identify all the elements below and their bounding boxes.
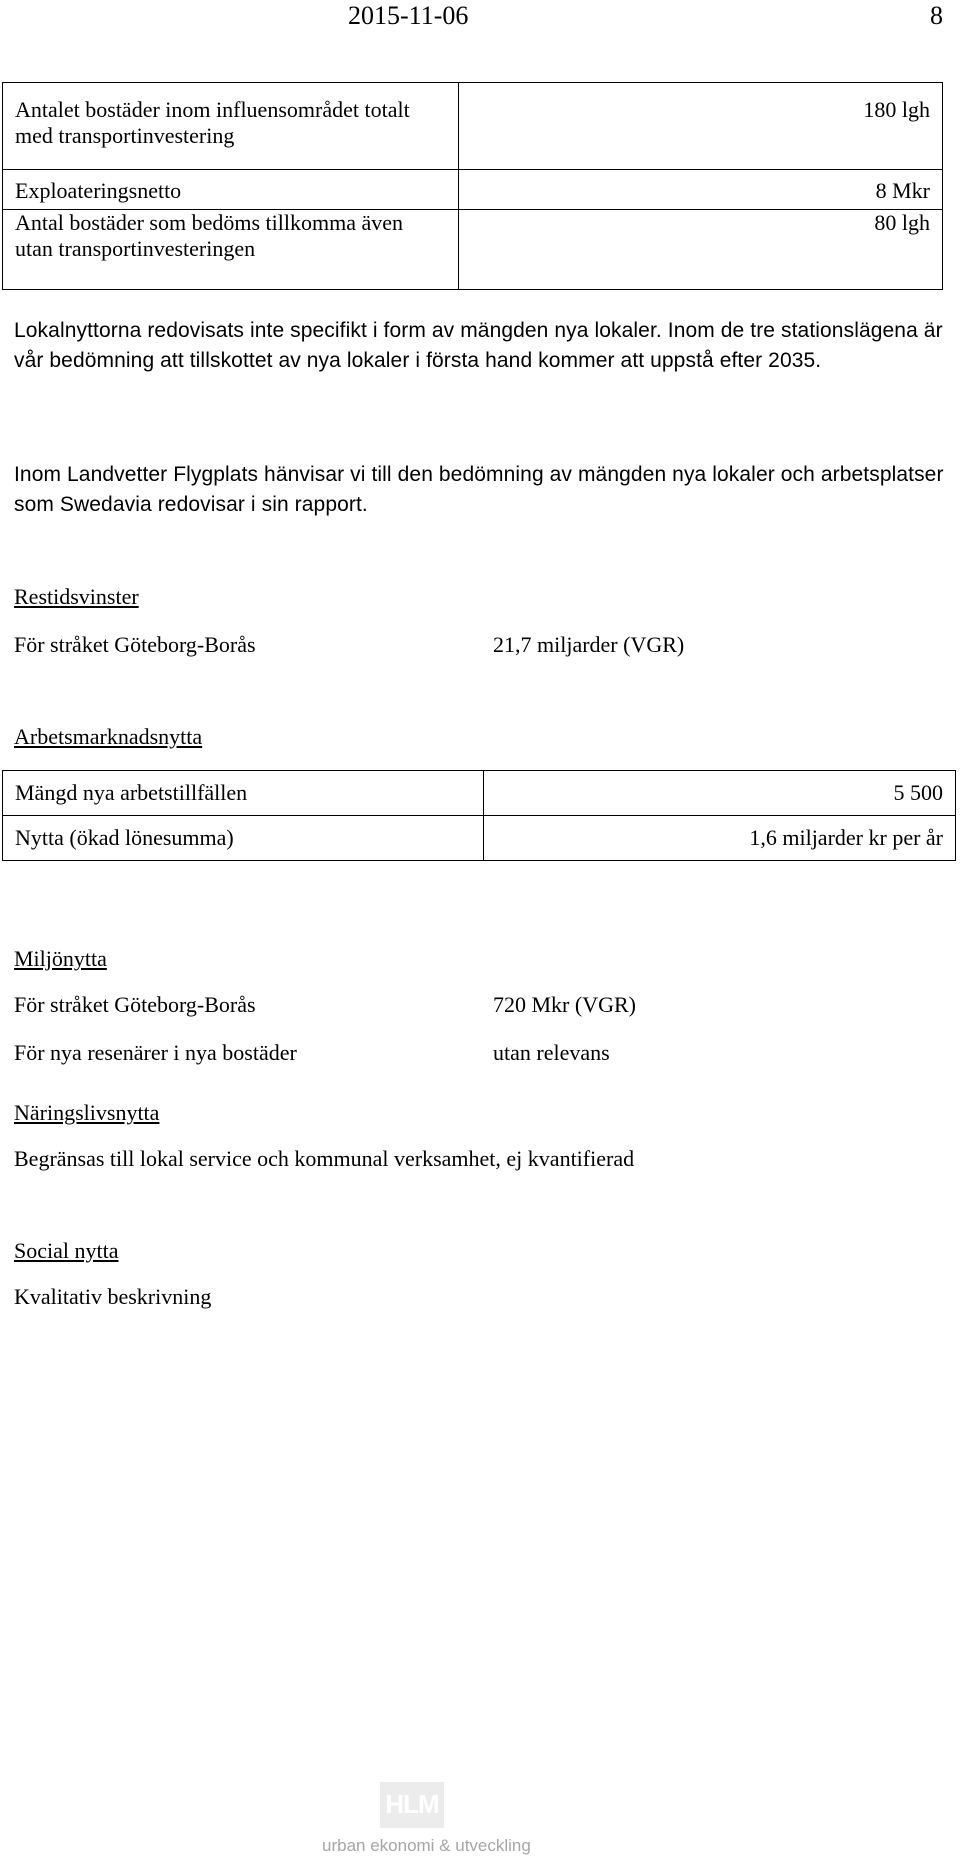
table-cell-label: Mängd nya arbetstillfällen	[3, 771, 484, 816]
table-row	[3, 210, 943, 290]
heading-miljonytta: Miljönytta	[14, 946, 107, 971]
paragraph-landvetter: Inom Landvetter Flygplats hänvisar vi till den bedömning av mängden nya lokaler och arbetsplatser som Swedavia redovisar i sin rapport.	[14, 463, 944, 516]
table-cell-label: Antalet bostäder inom influensområdet totalt med transportinvestering	[3, 83, 459, 170]
table-cell-value: 5 500	[484, 771, 956, 816]
table-row	[3, 170, 943, 210]
heading-restidsvinster: Restidsvinster	[14, 584, 139, 609]
heading-social-nytta: Social nytta	[14, 1238, 119, 1263]
miljo-value-2: utan relevans	[493, 1040, 610, 1065]
table-cell-label: Nytta (ökad lönesumma)	[3, 816, 484, 861]
table-cell-label: Antal bostäder som bedöms tillkomma även utan transportinvesteringen	[3, 210, 459, 290]
table-cell-value: 1,6 miljarder kr per år	[484, 816, 956, 861]
hlm-logo	[380, 1782, 444, 1828]
table-cell-label: Exploateringsnetto	[3, 170, 459, 210]
table-row	[3, 816, 956, 861]
table-cell-value: 80 lgh	[459, 210, 943, 290]
restid-label: För stråket Göteborg-Borås	[14, 632, 256, 657]
miljo-label-1: För stråket Göteborg-Borås	[14, 992, 256, 1017]
heading-arbetsmarknadsnytta: Arbetsmarknadsnytta	[14, 724, 203, 749]
miljo-label-2: För nya resenärer i nya bostäder	[14, 1040, 297, 1065]
page-number: 8	[930, 1, 943, 30]
header-date: 2015-11-06	[348, 1, 469, 30]
labor-table	[2, 770, 956, 861]
social-text: Kvalitativ beskrivning	[14, 1284, 212, 1309]
table-row	[3, 771, 956, 816]
table-cell-value: 8 Mkr	[459, 170, 943, 210]
table-row	[3, 83, 943, 170]
table-cell-value: 180 lgh	[459, 83, 943, 170]
paragraph-lokalnytta: Lokalnyttorna redovisats inte specifikt i form av mängden nya lokaler. Inom de tre stationslägena är vår bedömning att tillskottet av nya lokaler i första hand kommer att uppstå efter 2035.	[14, 319, 943, 372]
naringsliv-text: Begränsas till lokal service och kommunal verksamhet, ej kvantifierad	[14, 1146, 635, 1171]
miljo-value-1: 720 Mkr (VGR)	[493, 992, 636, 1017]
logo-tagline: urban ekonomi & utveckling	[322, 1836, 531, 1855]
heading-naringslivsnytta: Näringslivsnytta	[14, 1100, 160, 1125]
housing-table	[2, 82, 943, 290]
logo-text: HLM	[385, 1789, 439, 1820]
restid-value: 21,7 miljarder (VGR)	[493, 632, 685, 657]
